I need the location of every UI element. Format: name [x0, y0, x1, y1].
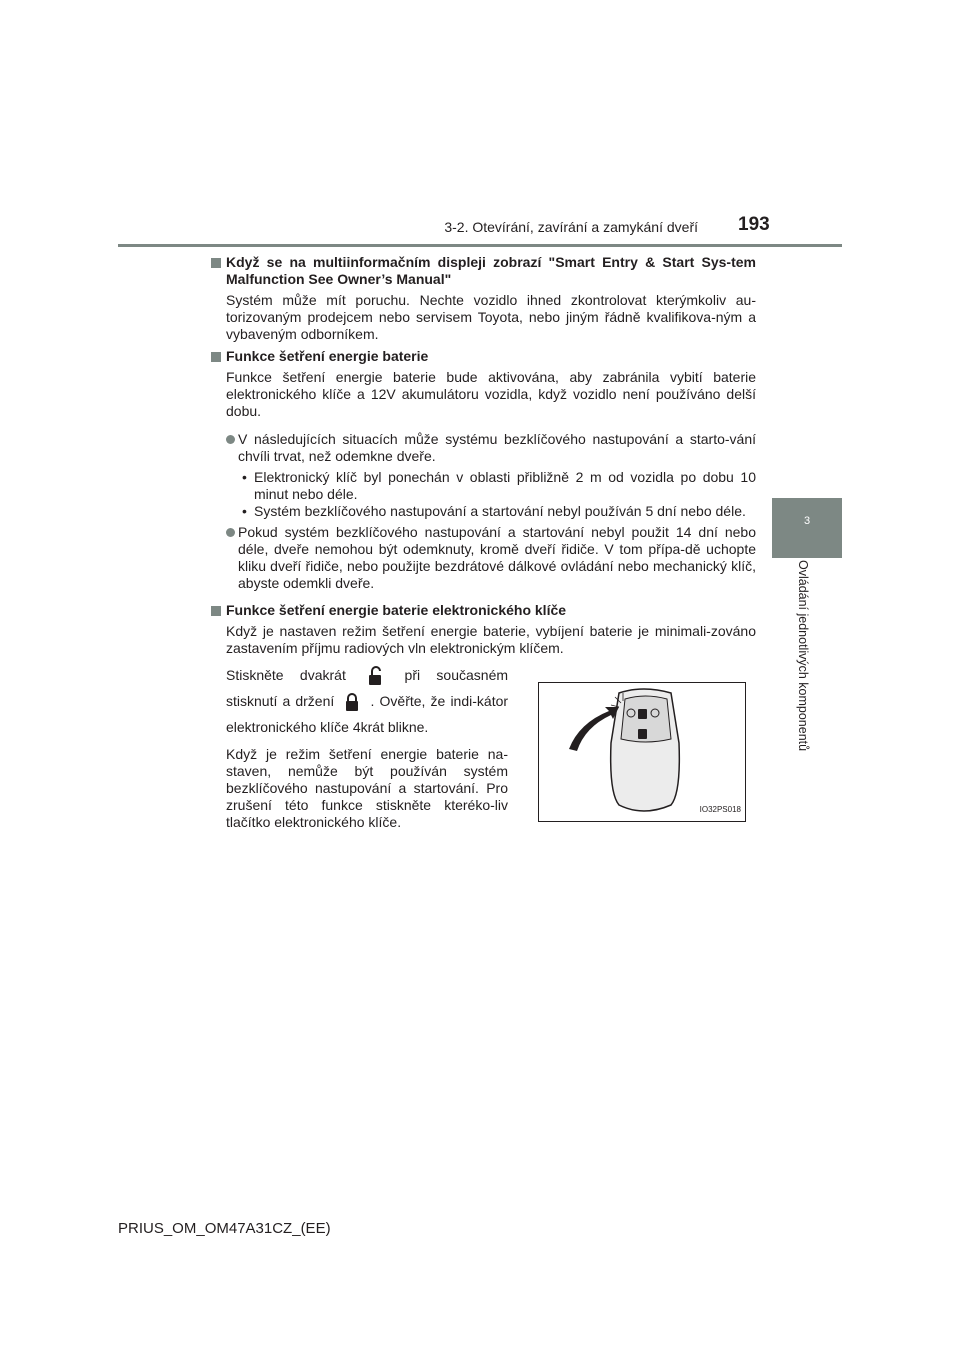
lock-icon [345, 692, 359, 712]
square-bullet-icon [211, 258, 221, 268]
note-text: Když je režim šetření energie baterie na-staven, nemůže být používán systém bezklíčového nastupování a startování. Pro zrušení této funkce stiskněte kteréko-liv tlačítko elektronického klíče. [226, 746, 508, 830]
chapter-tab: 3 [772, 498, 842, 558]
sub-bullet-item: • Systém bezklíčového nastupování a startování nebyl používán 5 dní nebo déle. [242, 503, 746, 519]
header-rule [118, 244, 842, 247]
electronic-key-figure [538, 682, 746, 822]
bullet-item: V následujících situacích může systému bezklíčového nastupování a starto-vání chvíli trvat, než odemkne dveře. [226, 431, 756, 465]
section-heading-3: Funkce šetření energie baterie elektronického klíče [210, 602, 756, 619]
section-body-2: Funkce šetření energie baterie bude aktivována, aby zabránila vybití baterie elektronického klíče a 12V akumulátoru vozidla, když vozidlo není používáno delší dobu. [226, 369, 756, 419]
chapter-title: Ovládání jednotlivých komponentů [796, 560, 810, 752]
figure-id: IO32PS018 [699, 805, 741, 814]
circle-bullet-icon [226, 435, 235, 444]
unlock-icon [368, 666, 382, 686]
page-number: 193 [738, 214, 770, 235]
section-body-1: Systém může mít poruchu. Nechte vozidlo ihned zkontrolovat kterýmkoliv au-torizovaným prodejcem nebo servisem Toyota, nebo jiným řádně kvalifikova-ným a vybaveným odborníkem. [226, 292, 756, 342]
sub-bullet-item: • Elektronický klíč byl ponechán v oblasti přibližně 2 m od vozidla po dobu 10 minut nebo déle. [242, 469, 756, 502]
section-heading-1: Když se na multiinformačním displeji zobrazí "Smart Entry & Start Sys-tem Malfunction See Owner’s Manual" [210, 254, 756, 288]
square-bullet-icon [211, 606, 221, 616]
header-section-title: 3-2. Otevírání, zavírání a zamykání dveří [444, 219, 698, 235]
instruction-block [226, 662, 756, 842]
instruction-text: Stiskněte dvakrát při současném stisknutí a držení . Ověřte, že indi-kátor elektronického klíče 4krát blikne. [226, 667, 509, 735]
square-bullet-icon [211, 352, 221, 362]
main-content [210, 254, 756, 842]
bullet-item: Pokud systém bezklíčového nastupování a startování nebyl použit 14 dní nebo déle, dveře nemohou být odemknuty, kromě dveří řidiče. V tom přípa-dě uchopte kliku dveří řidiče, nebo použijte bezdrátové dálkové ovládání nebo mechanický klíč, abyste odemkli dveře. [226, 524, 756, 592]
section-body-3: Když je nastaven režim šetření energie baterie, vybíjení baterie je minimali-zováno zastavením příjmu radiových vln elektronickým klíčem. [226, 623, 756, 656]
footer-doc-code: PRIUS_OM_OM47A31CZ_(EE) [118, 1220, 331, 1237]
circle-bullet-icon [226, 528, 235, 537]
section-heading-2: Funkce šetření energie baterie [210, 348, 756, 365]
